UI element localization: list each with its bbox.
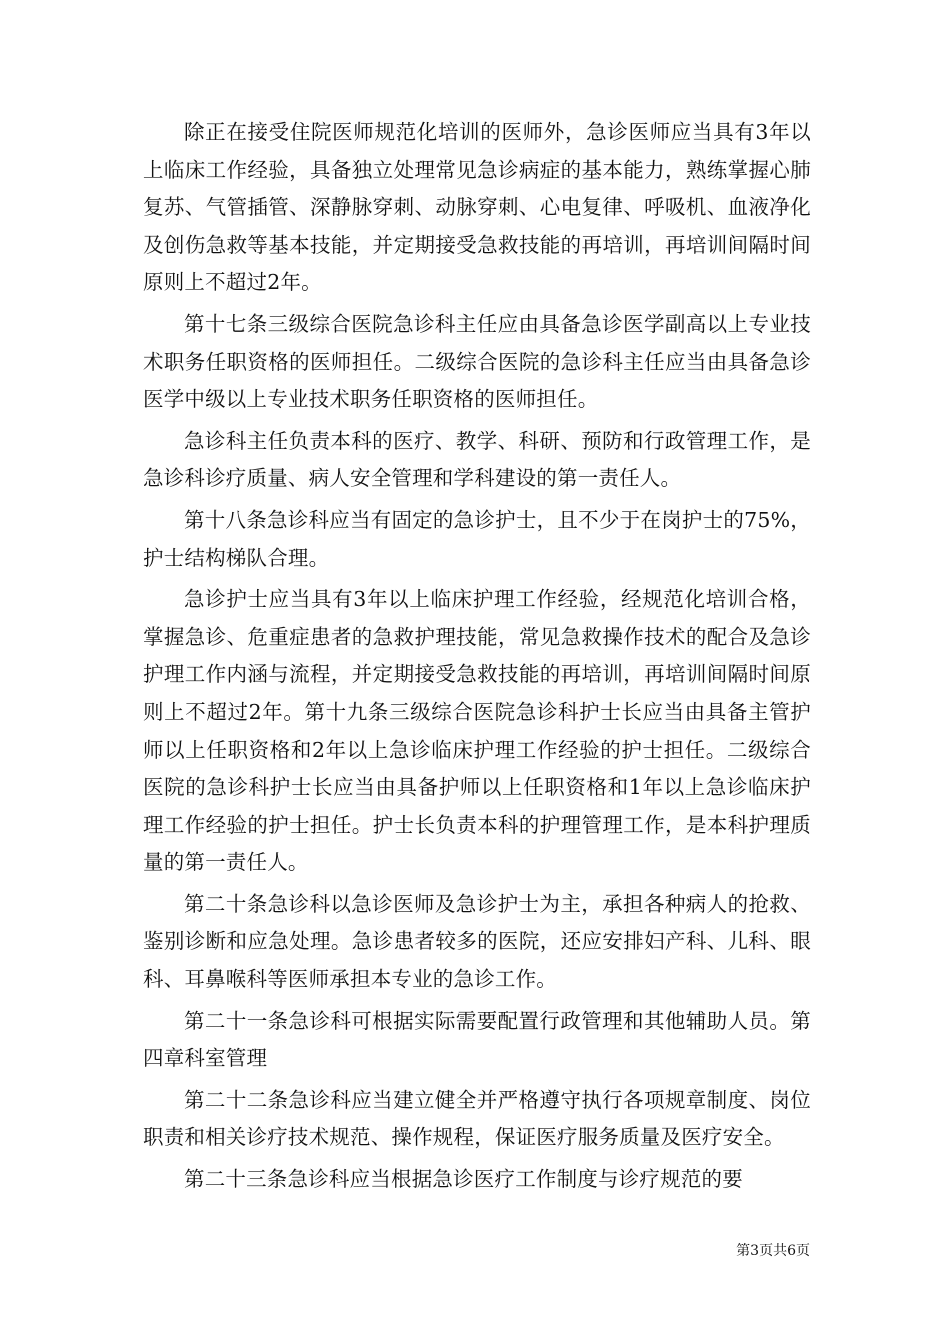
document-body <box>143 114 811 1203</box>
page-number-footer: 第3页共6页 <box>736 1243 810 1259</box>
paragraph-article-17: 第十七条三级综合医院急诊科主任应由具备急诊医学副高以上专业技术职务任职资格的医师担任。二级综合医院的急诊科主任应当由具备急诊医学中级以上专业技术职务任职资格的医师担任。 <box>143 311 811 412</box>
paragraph-nurse-qualifications-article-19: 急诊护士应当具有3年以上临床护理工作经验，经规范化培训合格，掌握急诊、危重症患者的急救护理技能，常见急救操作技术的配合及急诊护理工作内涵与流程，并定期接受急救技能的再培训，再培训间隔时间原则上不超过2年。第十九条三级综合医院急诊科护士长应当由具备主管护师以上任职资格和2年以上急诊临床护理工作经验的护士担任。二级综合医院的急诊科护士长应当由具备护师以上任职资格和1年以上急诊临床护理工作经验的护士担任。护士长负责本科的护理管理工作，是本科护理质量的第一责任人。 <box>143 587 811 875</box>
paragraph-article-18: 第十八条急诊科应当有固定的急诊护士，且不少于在岗护士的75%，护士结构梯队合理。 <box>143 507 811 570</box>
paragraph-article-22: 第二十二条急诊科应当建立健全并严格遵守执行各项规章制度、岗位职责和相关诊疗技术规范、操作规程，保证医疗服务质量及医疗安全。 <box>143 1087 811 1150</box>
paragraph-article-20: 第二十条急诊科以急诊医师及急诊护士为主，承担各种病人的抢救、鉴别诊断和应急处理。急诊患者较多的医院，还应安排妇产科、儿科、眼科、耳鼻喉科等医师承担本专业的急诊工作。 <box>143 891 811 992</box>
paragraph-article-23: 第二十三条急诊科应当根据急诊医疗工作制度与诊疗规范的要 <box>184 1167 743 1192</box>
paragraph-article-21: 第二十一条急诊科可根据实际需要配置行政管理和其他辅助人员。第四章科室管理 <box>143 1008 811 1071</box>
paragraph-department-director-duties: 急诊科主任负责本科的医疗、教学、科研、预防和行政管理工作，是急诊科诊疗质量、病人安全管理和学科建设的第一责任人。 <box>143 428 811 491</box>
paragraph-emergency-physician-qualifications: 除正在接受住院医师规范化培训的医师外，急诊医师应当具有3年以上临床工作经验，具备独立处理常见急诊病症的基本能力，熟练掌握心肺复苏、气管插管、深静脉穿刺、动脉穿刺、心电复律、呼吸机、血液净化及创伤急救等基本技能，并定期接受急救技能的再培训，再培训间隔时间原则上不超过2年。 <box>143 120 811 295</box>
